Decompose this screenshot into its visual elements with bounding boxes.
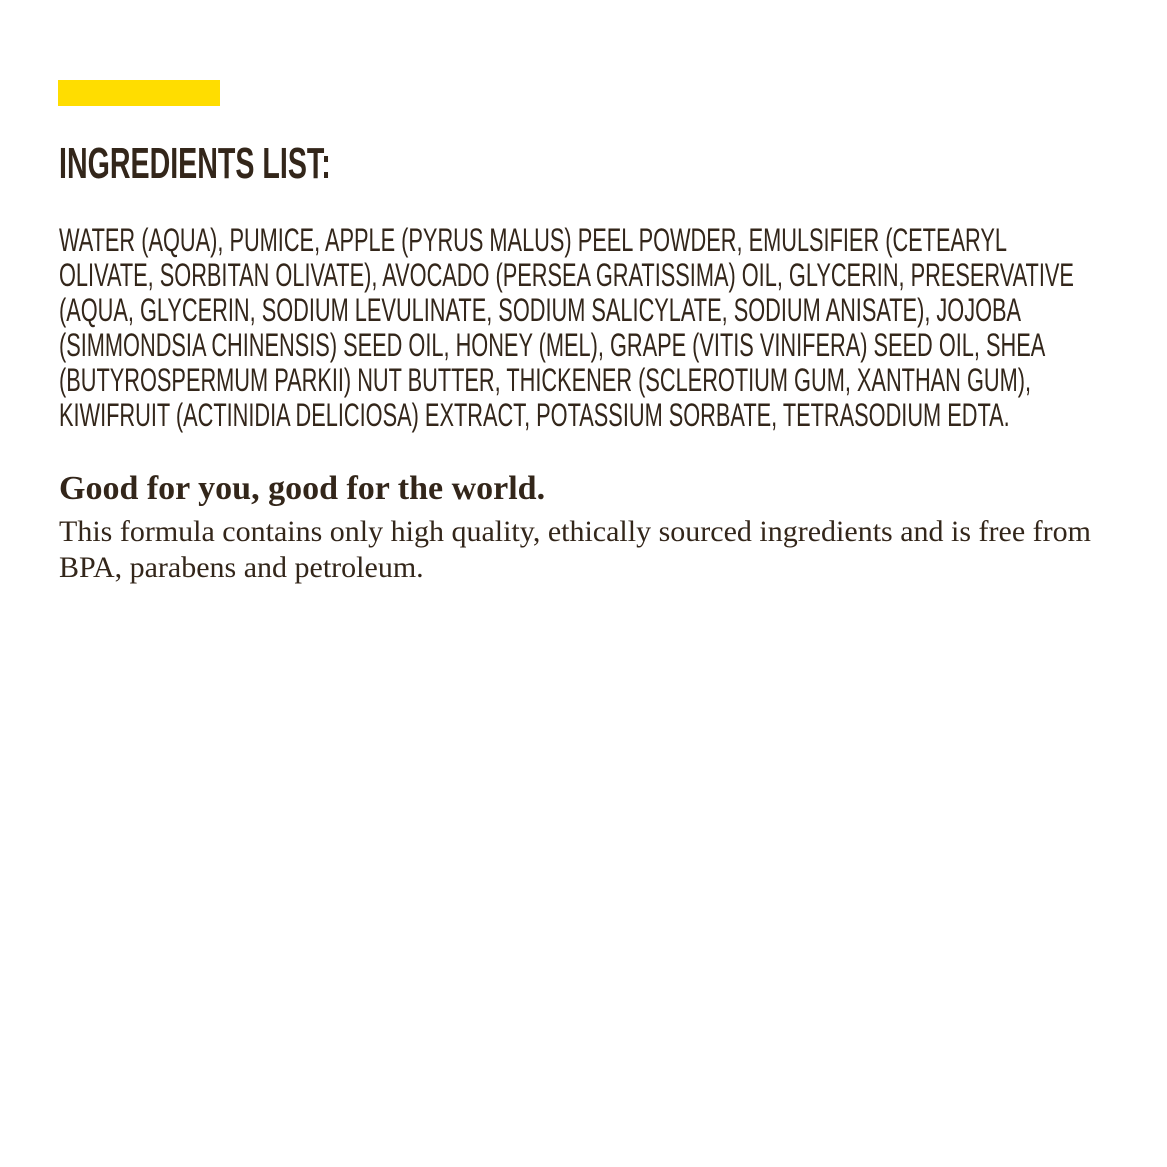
ingredients-line-4: (SIMMONDSIA CHINENSIS) SEED OIL, HONEY (MEL), GRAPE (VITIS VINIFERA) SEED OIL, SHEA [59,327,1046,363]
ingredients-paragraph [59,223,1167,433]
tagline-paragraph [59,514,1091,586]
ingredients-line-5: (BUTYROSPERMUM PARKII) NUT BUTTER, THICKENER (SCLEROTIUM GUM, XANTHAN GUM), [59,362,1031,398]
ingredients-line-2: OLIVATE, SORBITAN OLIVATE), AVOCADO (PERSEA GRATISSIMA) OIL, GLYCERIN, PRESERVATIVE [59,257,1074,293]
ingredients-line-6: KIWIFRUIT (ACTINIDIA DELICIOSA) EXTRACT, POTASSIUM SORBATE, TETRASODIUM EDTA. [59,397,1010,433]
ingredients-line-3: (AQUA, GLYCERIN, SODIUM LEVULINATE, SODIUM SALICYLATE, SODIUM ANISATE), JOJOBA [59,292,1022,328]
tagline-line-2: BPA, parabens and petroleum. [59,551,424,584]
tagline-line-1: This formula contains only high quality, ethically sourced ingredients and is free from [59,515,1091,548]
ingredients-line-1: WATER (AQUA), PUMICE, APPLE (PYRUS MALUS) PEEL POWDER, EMULSIFIER (CETEARYL [59,222,1007,258]
ingredients-list-heading: INGREDIENTS LIST: [59,139,331,188]
yellow-accent-bar [58,80,220,106]
tagline-heading: Good for you, good for the world. [59,470,546,507]
